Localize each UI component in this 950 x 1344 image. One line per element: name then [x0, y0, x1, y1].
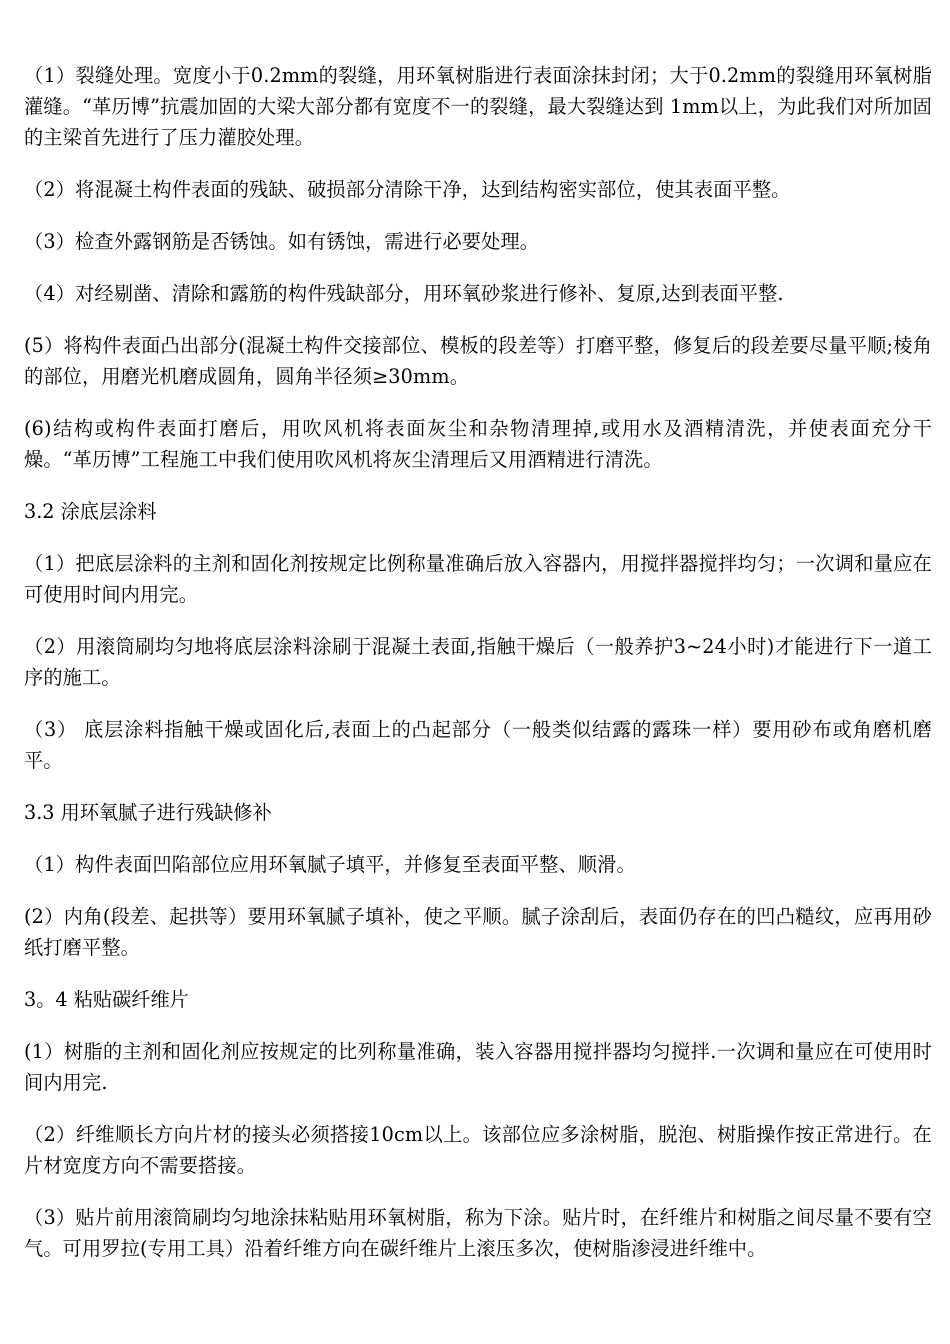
- section-heading-putty-repair: 3.3 用环氧腻子进行残缺修补: [24, 801, 272, 824]
- paragraph-check-rebar-rust: （3）检查外露钢筋是否锈蚀。如有锈蚀，需进行必要处理。: [24, 230, 540, 253]
- paragraph-crack-treatment: （1）裂缝处理。宽度小于0.2mm的裂缝，用环氧树脂进行表面涂抹封闭；大于0.2mm的裂缝用环氧树脂灌缝。“革历博”抗震加固的大梁大部分都有宽度不一的裂缝，最大裂缝达到 1mm以上，为此我们对所加固的主梁首先进行了压力灌胶处理。: [24, 64, 932, 149]
- paragraph-grind-protrusions: (5）将构件表面凸出部分(混凝土构件交接部位、模板的段差等）打磨平整，修复后的段差要尽量平顺;棱角的部位，用磨光机磨成圆角，圆角半径须≥30mm。: [24, 334, 932, 388]
- paragraph-apply-primer: （2）用滚筒刷均匀地将底层涂料涂刷于混凝土表面,指触干燥后（一般养护3~24小时)才能进行下一道工序的施工。: [24, 635, 932, 689]
- paragraph-mix-primer: （1）把底层涂料的主剂和固化剂按规定比例称量准确后放入容器内，用搅拌器搅拌均匀；一次调和量应在可使用时间内用完。: [24, 552, 932, 606]
- paragraph-sand-primer: （3） 底层涂料指触干燥或固化后,表面上的凸起部分（一般类似结露的露珠一样）要用砂布或角磨机磨平。: [24, 718, 932, 772]
- paragraph-fill-depressions: （1）构件表面凹陷部位应用环氧腻子填平，并修复至表面平整、顺滑。: [24, 853, 636, 876]
- paragraph-mix-resin: (1）树脂的主剂和固化剂应按规定的比列称量准确，装入容器用搅拌器均匀搅拌.一次调和量应在可使用时间内用完.: [24, 1040, 932, 1094]
- paragraph-clean-and-dry-surface: (6)结构或构件表面打磨后，用吹风机将表面灰尘和杂物清理掉,或用水及酒精清洗，并使表面充分干燥。“革历博”工程施工中我们使用吹风机将灰尘清理后又用酒精进行清洗。: [24, 417, 932, 471]
- paragraph-apply-sheets: （3）贴片前用滚筒刷均匀地涂抹粘贴用环氧树脂，称为下涂。贴片时，在纤维片和树脂之间尽量不要有空气。可用罗拉(专用工具）沿着纤维方向在碳纤维片上滚压多次，使树脂渗浸进纤维中。: [24, 1206, 932, 1260]
- section-heading-carbon-fiber: 3。4 粘贴碳纤维片: [24, 988, 189, 1011]
- paragraph-overlap-joints: （2）纤维顺长方向片材的接头必须搭接10cm以上。该部位应多涂树脂，脱泡、树脂操作按正常进行。在片材宽度方向不需要搭接。: [24, 1123, 932, 1177]
- document-page: [24, 60, 932, 1285]
- section-heading-primer: 3.2 涂底层涂料: [24, 500, 157, 523]
- paragraph-clean-damaged-parts: （2）将混凝土构件表面的残缺、破损部分清除干净，达到结构密实部位，使其表面平整。: [24, 178, 791, 201]
- paragraph-repair-with-mortar: （4）对经剔凿、清除和露筋的构件残缺部分，用环氧砂浆进行修补、复原,达到表面平整.: [24, 282, 784, 305]
- paragraph-fill-inner-corners: (2）内角(段差、起拱等）要用环氧腻子填补，使之平顺。腻子涂刮后，表面仍存在的凹凸糙纹，应再用砂纸打磨平整。: [24, 905, 932, 959]
